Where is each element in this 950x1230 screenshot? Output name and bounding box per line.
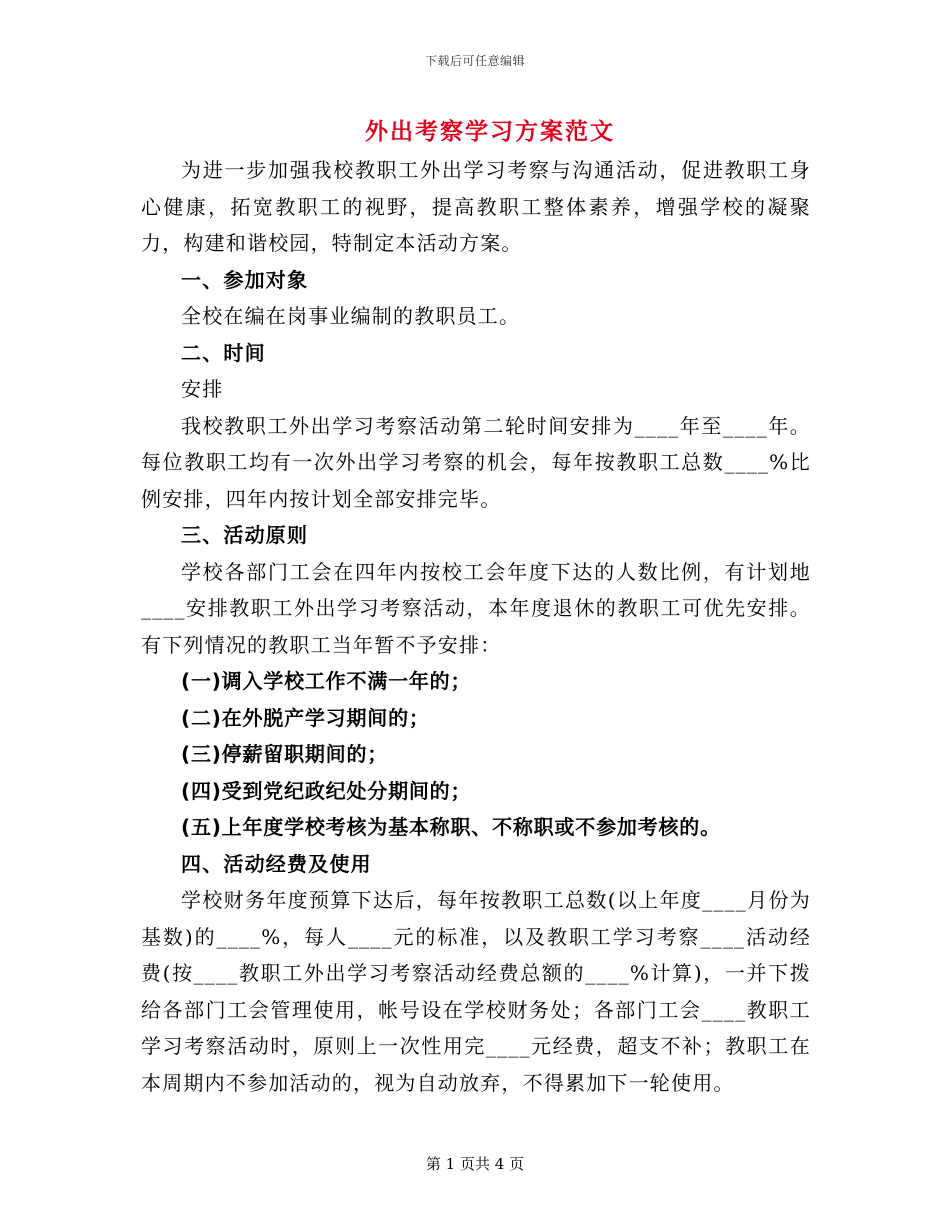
section-heading-time: 二、时间: [181, 340, 266, 365]
section-heading-principles: 三、活动原则: [181, 523, 309, 547]
page-header-note: 下载后可任意编辑: [424, 54, 525, 68]
exclusion-item: (一)调入学校工作不满一年的；: [181, 669, 472, 693]
document-body: [141, 112, 811, 1101]
document-title: 外出考察学习方案范文: [365, 118, 615, 145]
exclusion-item: (二)在外脱产学习期间的；: [181, 705, 430, 730]
section-heading-participants: 一、参加对象: [181, 267, 309, 292]
intro-paragraph: 为进一步加强我校教职工外出学习考察与沟通活动，促进教职工身心健康，拓宽教职工的视野，提高教职工整体素养，增强学校的凝聚力，构建和谐校园，特制定本活动方案。: [141, 158, 811, 255]
exclusion-item: (四)受到党纪政纪处分期间的；: [181, 778, 472, 803]
participants-paragraph: 全校在编在岗事业编制的教职员工。: [181, 304, 521, 328]
exclusion-item: (三)停薪留职期间的；: [181, 742, 389, 766]
principles-paragraph: 学校各部门工会在四年内按校工会年度下达的人数比例，有计划地____安排教职工外出学习考察活动，本年度退休的教职工可优先安排。有下列情况的教职工当年暂不予安排：: [141, 559, 811, 657]
exclusion-item: (五)上年度学校考核为基本称职、不称职或不参加考核的。: [181, 815, 721, 839]
funding-paragraph: 学校财务年度预算下达后，每年按教职工总数(以上年度____月份为基数)的____%，每人____元的标准，以及教职工学习考察____活动经费(按____教职工外出学习考察活动经费总额的____%计算)，一并下拨给各部门工会管理使用，帐号设在学校财务处；各部门工会____教职工学习考察活动时，原则上一次性用完____元经费，超支不补；教职工在本周期内不参加活动的，视为自动放弃，不得累加下一轮使用。: [141, 888, 811, 1095]
section-heading-funding: 四、活动经费及使用: [181, 851, 372, 876]
time-paragraph: 我校教职工外出学习考察活动第二轮时间安排为____年至____年。每位教职工均有一次外出学习考察的机会，每年按教职工总数____%比例安排，四年内按计划全部安排完毕。: [141, 413, 811, 511]
time-subheading: 安排: [181, 377, 224, 401]
page-number: 第 1 页共 4 页: [425, 1155, 525, 1173]
